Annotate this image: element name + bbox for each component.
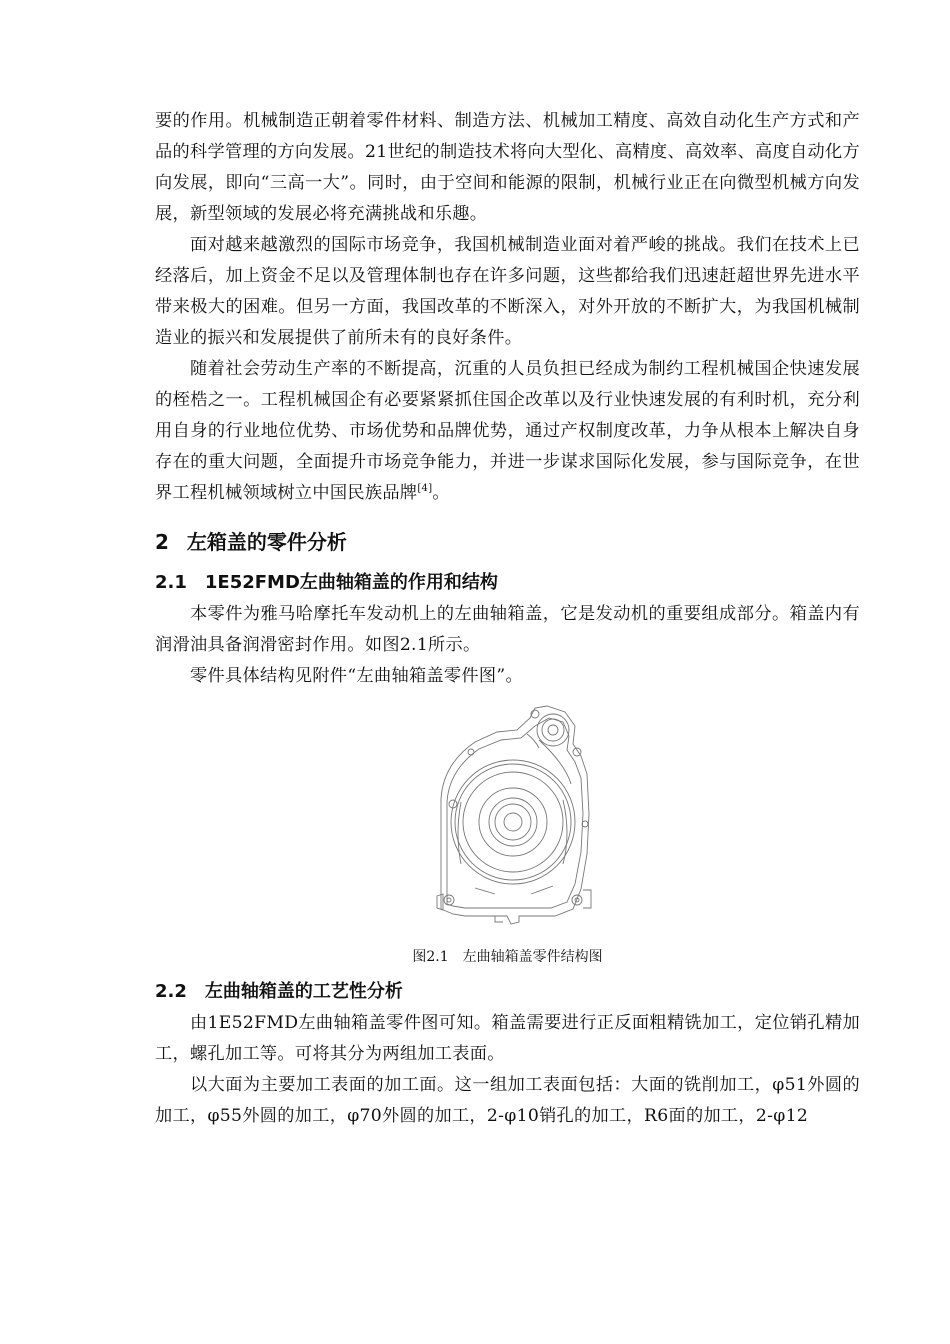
subsection-title: 左曲轴箱盖的工艺性分析 [204, 981, 403, 1002]
figure-crankcase-cover [155, 704, 860, 934]
paragraph-intro-3 [155, 354, 860, 509]
figure-caption [155, 946, 860, 968]
subsection-heading-2-2 [155, 976, 860, 1008]
crankcase-cover-drawing [435, 704, 595, 934]
paragraph-intro-2: 面对越来越激烈的国际市场竞争，我国机械制造业面对着严峻的挑战。我们在技术上已经落后，加上资金不足以及管理体制也存在许多问题，这些都给我们迅速赶超世界先进水平带来极大的困难。但另一方面，我国改革的不断深入，对外开放的不断扩大，为我国机械制造业的振兴和发展提供了前所未有的良好条件。 [155, 235, 860, 348]
figure-number: 图2.1 [412, 949, 449, 965]
paragraph-2-2-2: 以大面为主要加工表面的加工面。这一组加工表面包括：大面的铣削加工，φ51外圆的加工，φ55外圆的加工，φ70外圆的加工，2-φ10销孔的加工，R6面的加工，2-φ12 [155, 1075, 860, 1126]
paragraph-2-2-1: 由1E52FMD左曲轴箱盖零件图可知。箱盖需要进行正反面粗精铣加工，定位销孔精加工，螺孔加工等。可将其分为两组加工表面。 [155, 1013, 860, 1064]
paragraph-intro-1: 要的作用。机械制造正朝着零件材料、制造方法、机械加工精度、高效自动化生产方式和产品的科学管理的方向发展。21世纪的制造技术将向大型化、高精度、高效率、高度自动化方向发展，即向“三高一大”。同时，由于空间和能源的限制，机械行业正在向微型机械方向发展，新型领域的发展必将充满挑战和乐趣。 [155, 111, 860, 224]
section-number: 2 [155, 530, 169, 554]
subsection-heading-2-1 [155, 567, 860, 599]
paragraph-2-1-2: 零件具体结构见附件“左曲轴箱盖零件图”。 [190, 666, 523, 686]
subsection-number: 2.1 [155, 572, 187, 593]
citation-ref[interactable]: [4] [417, 483, 433, 494]
document-page [155, 106, 860, 1132]
paragraph-2-1-1: 本零件为雅马哈摩托车发动机上的左曲轴箱盖，它是发动机的重要组成部分。箱盖内有润滑油具备润滑密封作用。如图2.1所示。 [155, 604, 860, 655]
section-title: 左箱盖的零件分析 [186, 530, 347, 554]
section-heading [155, 525, 860, 559]
figure-caption-text: 左曲轴箱盖零件结构图 [462, 949, 603, 965]
subsection-title: 1E52FMD左曲轴箱盖的作用和结构 [204, 572, 498, 593]
subsection-number: 2.2 [155, 981, 187, 1002]
paragraph-intro-3-end: 。 [432, 483, 450, 503]
paragraph-intro-3-text: 随着社会劳动生产率的不断提高，沉重的人员负担已经成为制约工程机械国企快速发展的桎梏之一。工程机械国企有必要紧紧抓住国企改革以及行业快速发展的有利时机，充分利用自身的行业地位优势、市场优势和品牌优势，通过产权制度改革，力争从根本上解决自身存在的重大问题，全面提升市场竞争能力，并进一步谋求国际化发展，参与国际竞争，在世界工程机械领域树立中国民族品牌 [155, 359, 860, 503]
